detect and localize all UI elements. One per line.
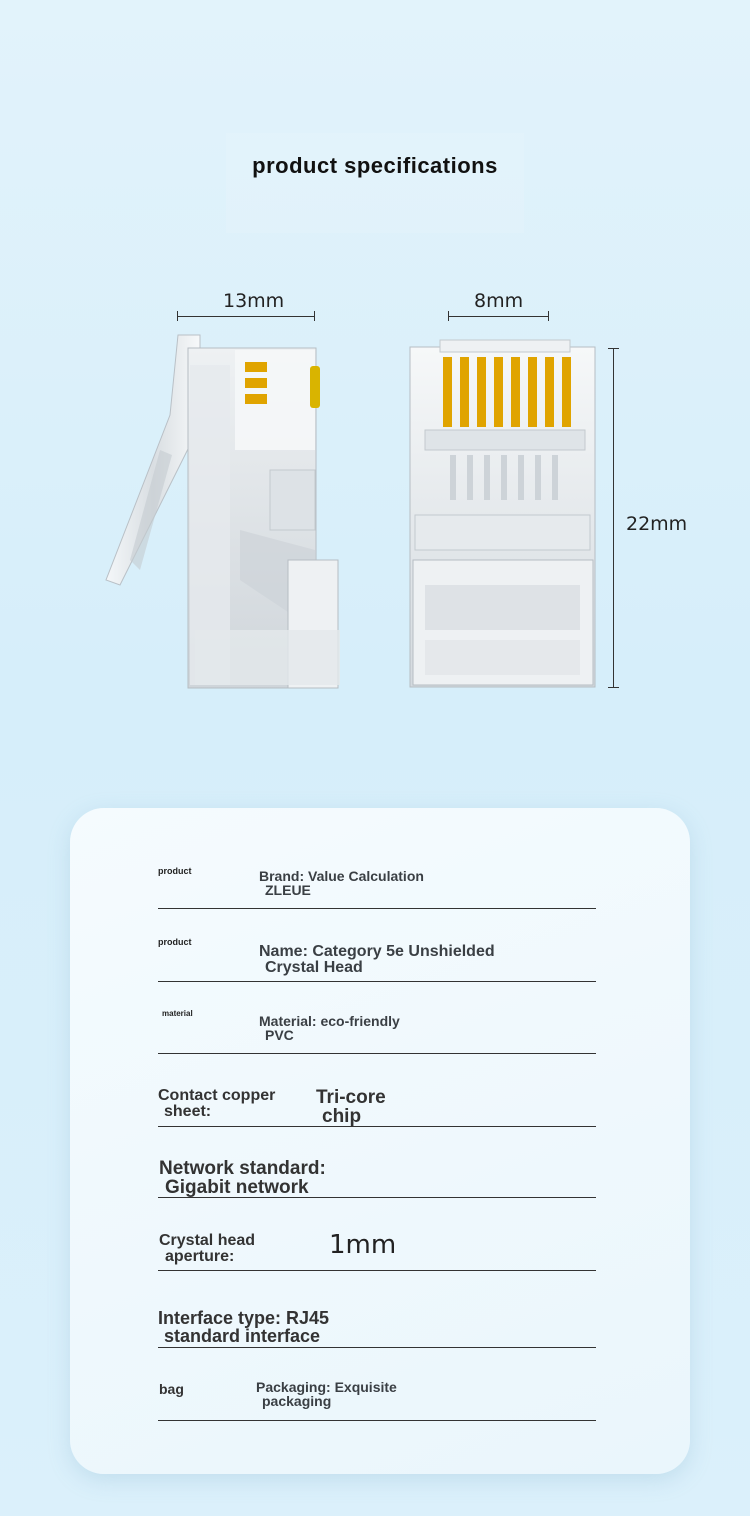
spec-value <box>259 1014 400 1042</box>
side-width-label: 13mm <box>223 290 285 312</box>
title-box <box>226 133 524 233</box>
spec-label: material <box>162 1009 193 1018</box>
height-line <box>613 348 614 687</box>
spec-value <box>159 1159 326 1197</box>
spec-value <box>256 1380 397 1408</box>
spec-value-line2: ZLEUE <box>265 882 311 898</box>
spec-value-line1: Interface type: RJ45 <box>158 1308 330 1328</box>
spec-value <box>316 1088 386 1126</box>
spec-label: bag <box>159 1381 184 1397</box>
spec-value-line2: standard interface <box>164 1326 321 1346</box>
height-tick-top <box>608 348 619 349</box>
side-width-line <box>177 316 314 317</box>
front-width-tick-left <box>448 311 449 321</box>
spec-value-line2: Gigabit network <box>165 1177 309 1198</box>
spec-value <box>259 944 495 976</box>
spec-row-network <box>158 1150 596 1198</box>
front-width-tick-right <box>548 311 549 321</box>
spec-value-line1: Material: eco-friendly <box>259 1013 400 1029</box>
side-width-tick-right <box>314 311 315 321</box>
side-width-tick-left <box>177 311 178 321</box>
spec-label-line2: sheet: <box>164 1103 212 1120</box>
connector-side-view-image <box>100 330 350 695</box>
spec-value <box>158 1309 329 1345</box>
spec-label <box>159 1233 255 1265</box>
spec-label-line1: Contact copper <box>158 1087 276 1104</box>
spec-label-line2: aperture: <box>165 1248 235 1265</box>
height-label: 22mm <box>626 513 688 535</box>
spec-value <box>259 869 424 897</box>
spec-row-packaging <box>158 1370 596 1421</box>
spec-value-line1: Name: Category 5e Unshielded <box>259 943 495 960</box>
spec-row-material <box>158 1003 596 1054</box>
height-tick-bottom <box>608 687 619 688</box>
spec-row-brand <box>158 858 596 909</box>
spec-label: product <box>158 937 192 947</box>
spec-label <box>158 1088 275 1120</box>
spec-label: product <box>158 866 192 876</box>
spec-value-line1: Network standard: <box>159 1158 326 1179</box>
spec-value-line1: Brand: Value Calculation <box>259 868 424 884</box>
spec-row-interface <box>158 1298 596 1348</box>
spec-value-line2: Crystal Head <box>265 959 363 976</box>
spec-value-line2: chip <box>322 1106 362 1127</box>
front-width-label: 8mm <box>474 290 524 312</box>
spec-row-aperture <box>158 1222 596 1271</box>
spec-value-line1: Packaging: Exquisite <box>256 1379 397 1395</box>
spec-value-line2: packaging <box>262 1393 332 1409</box>
spec-value: 1mm <box>329 1230 397 1260</box>
front-width-line <box>448 316 548 317</box>
page-title: product specifications <box>252 153 498 178</box>
spec-row-contact <box>158 1078 596 1127</box>
spec-value-line2: PVC <box>265 1027 294 1043</box>
spec-label-line1: Crystal head <box>159 1232 256 1249</box>
spec-row-name <box>158 931 596 982</box>
spec-value-line1: Tri-core <box>316 1087 386 1108</box>
connector-front-view-image <box>405 335 600 690</box>
